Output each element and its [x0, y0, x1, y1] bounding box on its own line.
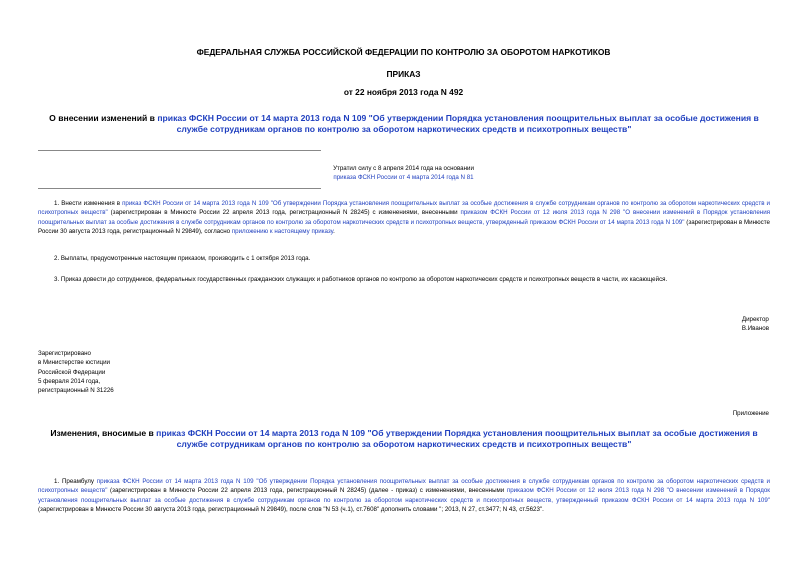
appendix-link[interactable]: приложению к настоящему приказу: [231, 227, 334, 235]
signature-block: [742, 315, 769, 334]
paragraph-text: 1. Преамбулу: [54, 478, 97, 485]
expired-note-text: Утратил силу с 8 апреля 2014 года на основании: [333, 165, 474, 172]
appendix-paragraph-1: [38, 477, 770, 514]
paragraph-text: .: [333, 227, 335, 235]
expired-note-link[interactable]: приказа ФСКН России от 4 марта 2014 года N 81: [333, 174, 474, 182]
divider: [38, 150, 321, 151]
order-109-link[interactable]: приказа ФСКН России от 14 марта 2013 года N 109 "Об утверждении Порядка установления поощрительных выплат за особые достижения в службе сотрудникам органов по контролю за оборотом наркотических средств и психотропных веществ": [38, 478, 770, 495]
appendix-title-prefix: Изменения, вносимые в: [50, 428, 157, 438]
registration-line: 5 февраля 2014 года,: [38, 377, 101, 385]
registration-line: в Министерстве юстиции: [38, 359, 111, 367]
registration-line: Российской Федерации: [38, 368, 106, 376]
appendix-title: [38, 428, 770, 450]
page-title: [38, 113, 770, 135]
registration-line: Зарегистрировано: [38, 350, 91, 357]
paragraph-text: (зарегистрирован в Минюсте России 30 августа 2013 года, регистрационный N 29849), согласно: [38, 218, 770, 235]
signature-position: Директор: [741, 316, 769, 323]
divider: [38, 188, 321, 189]
paragraph-text: (зарегистрирован в Минюсте России 22 апреля 2013 года, регистрационный N 28245) (далее - приказ) с изменениями, внесенными: [107, 487, 507, 495]
paragraph-1: [38, 199, 770, 236]
title-link[interactable]: приказ ФСКН России от 14 марта 2013 года N 109 "Об утверждении Порядка установления поощрительных выплат за особые достижения в службе сотрудникам органов по контролю за оборотом наркотических средств и психотропных веществ": [157, 113, 759, 134]
order-298-link[interactable]: приказом ФСКН России от 12 июля 2013 года N 298 "О внесении изменений в Порядок установления поощрительных выплат за особые достижения в службе сотрудникам органов по контролю за оборотом наркотических средств и психотропных веществ, утвержденный приказом ФСКН России от 14 марта 2013 года N 109": [38, 487, 771, 504]
registration-line: регистрационный N 31226: [38, 387, 114, 395]
appendix-title-link[interactable]: приказ ФСКН России от 14 марта 2013 года N 109 "Об утверждении Порядка установления поощрительных выплат за особые достижения в службе сотрудникам органов по контролю за оборотом наркотических средств и психотропных веществ": [156, 428, 758, 449]
expired-note: [300, 164, 507, 183]
order-109-link[interactable]: приказ ФСКН России от 14 марта 2013 года N 109 "Об утверждении Порядка установления поощрительных выплат за особые достижения в службе сотрудникам органов по контролю за оборотом наркотических средств и психотропных веществ": [38, 200, 770, 217]
paragraph-3: 3. Приказ довести до сотрудников, федеральных государственных гражданских служащих и работников органов по контролю за оборотом наркотических средств и психотропных веществ в части, их касающейся.: [54, 276, 668, 283]
paragraph-text: (зарегистрирован в Минюсте России 22 апреля 2013 года, регистрационный N 28245) с изменениями, внесенными: [107, 209, 461, 217]
title-prefix: О внесении изменений в: [49, 113, 158, 123]
order-298-link[interactable]: приказом ФСКН России от 12 июля 2013 года N 298 "О внесении изменений в Порядок установления поощрительных выплат за особые достижения в службе сотрудникам органов по контролю за оборотом наркотических средств и психотропных веществ, утвержденный приказом ФСКН России от 14 марта 2013 года N 109": [38, 209, 770, 226]
document-type: ПРИКАЗ: [386, 69, 421, 79]
signature-name: В.Иванов: [741, 325, 769, 333]
agency-name: ФЕДЕРАЛЬНАЯ СЛУЖБА РОССИЙСКОЙ ФЕДЕРАЦИИ ПО КОНТРОЛЮ ЗА ОБОРОТОМ НАРКОТИКОВ: [196, 47, 611, 57]
registration-block: [38, 349, 114, 395]
paragraph-text: (зарегистрирован в Минюсте России 30 августа 2013 года, регистрационный N 29849), после слов "N 53 (ч.1), ст.7608" дополнить словами "; 2013, N 27, ст.3477; N 43, ст.5623".: [38, 505, 544, 513]
appendix-label: Приложение: [732, 410, 769, 417]
paragraph-text: 1. Внести изменения в: [54, 200, 123, 207]
paragraph-2: 2. Выплаты, предусмотренные настоящим приказом, производить с 1 октября 2013 года.: [54, 255, 311, 262]
document-date-number: от 22 ноября 2013 года N 492: [343, 87, 464, 97]
